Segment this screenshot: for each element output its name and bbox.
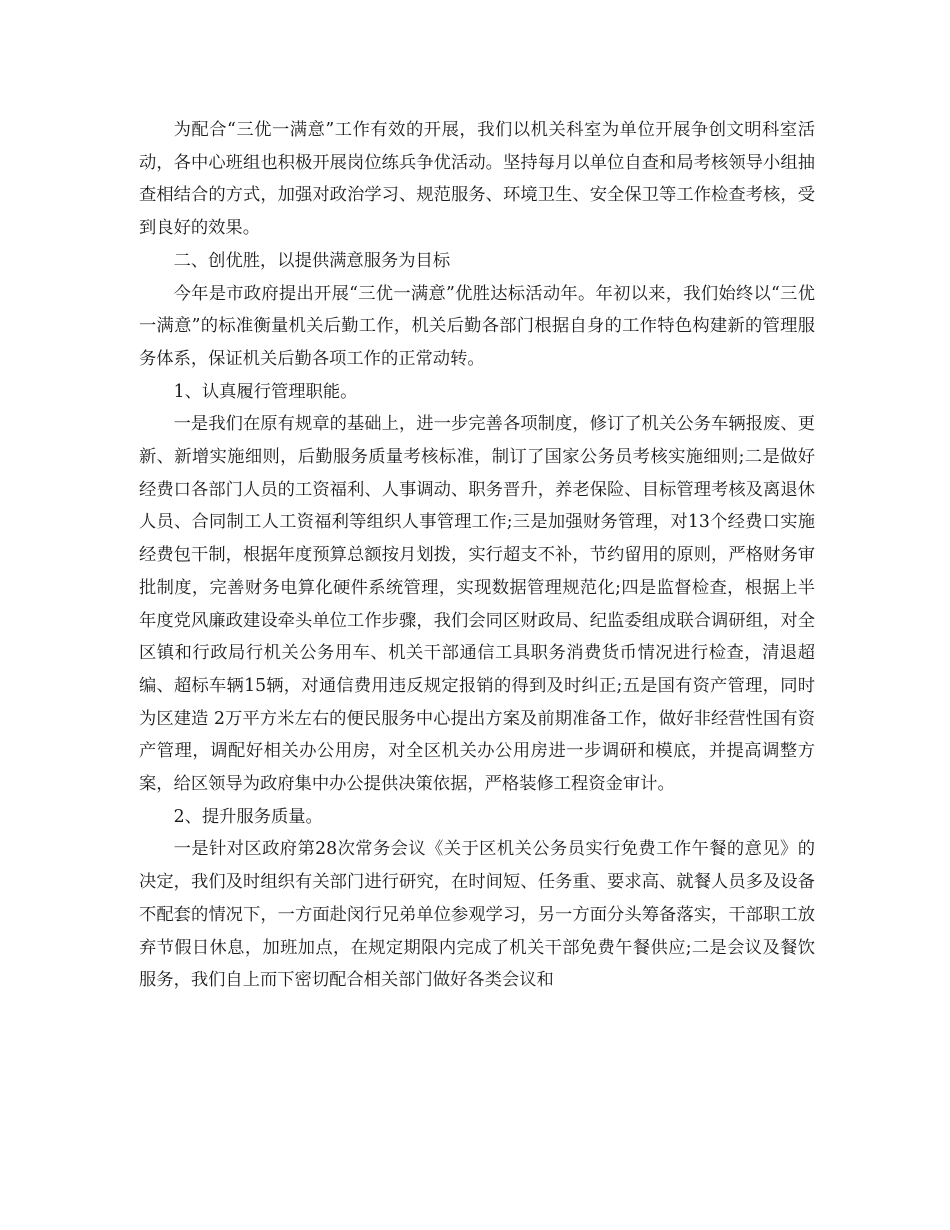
section-heading: 二、创优胜，以提供满意服务为目标 [173, 250, 451, 271]
paragraph-management: 一是我们在原有规章的基础上，进一步完善各项制度，修订了机关公务车辆报废、更新、新增实施细则，后勤服务质量考核标准，制订了国家公务员考核实施细则;二是做好经费口各部门人员的工资福利、人事调动、职务晋升，养老保险、目标管理考核及离退休人员、合同制工人工资福利等组织人事管理工作;三是加强财务管理，对13个经费口实施经费包干制，根据年度预算总额按月划拨，实行超支不补，节约留用的原则，严格财务审批制度，完善财务电算化硬件系统管理，实现数据管理规范化;四是监督检查，根据上半年度党风廉政建设牵头单位工作步骤，我们会同区财政局、纪监委组成联合调研组，对全区镇和行政局行机关公务用车、机关干部通信工具职务消费货币情况进行检查，清退超编、超标车辆15辆，对通信费用违反规定报销的得到及时纠正;五是国有资产管理，同时为区建造 2万平方米左右的便民服务中心提出方案及前期准备工作，做好非经营性国有资产管理，调配好相关办公用房，对全区机关办公用房进一步调研和模底，并提高调整方案，给区领导为政府集中办公提供决策依据，严格装修工程资金审计。 [139, 414, 815, 795]
paragraph-section-intro: 今年是市政府提出开展“三优一满意”优胜达标活动年。年初以来，我们始终以“三优一满意”的标准衡量机关后勤工作，机关后勤各部门根据自身的工作特色构建新的管理服务体系，保证机关后勤各项工作的正常动转。 [139, 283, 815, 369]
document-body [139, 114, 815, 997]
paragraph-intro: 为配合“三优一满意”工作有效的开展，我们以机关科室为单位开展争创文明科室活动，各中心班组也积极开展岗位练兵争优活动。坚持每月以单位自查和局考核领导小组抽查相结合的方式，加强对政治学习、规范服务、环境卫生、安全保卫等工作检查考核，受到良好的效果。 [139, 120, 815, 239]
paragraph-service: 一是针对区政府第28次常务会议《关于区机关公务员实行免费工作午餐的意见》的决定，我们及时组织有关部门进行研究，在时间短、任务重、要求高、就餐人员多及设备不配套的情况下，一方面赴闵行兄弟单位参观学习，另一方面分头筹备落实，干部职工放弃节假日休息，加班加点，在规定期限内完成了机关干部免费午餐供应;二是会议及餐饮服务，我们自上而下密切配合相关部门做好各类会议和 [139, 839, 815, 991]
subsection-heading-1: 1、认真履行管理职能。 [173, 381, 358, 402]
subsection-heading-2: 2、提升服务质量。 [173, 806, 323, 827]
